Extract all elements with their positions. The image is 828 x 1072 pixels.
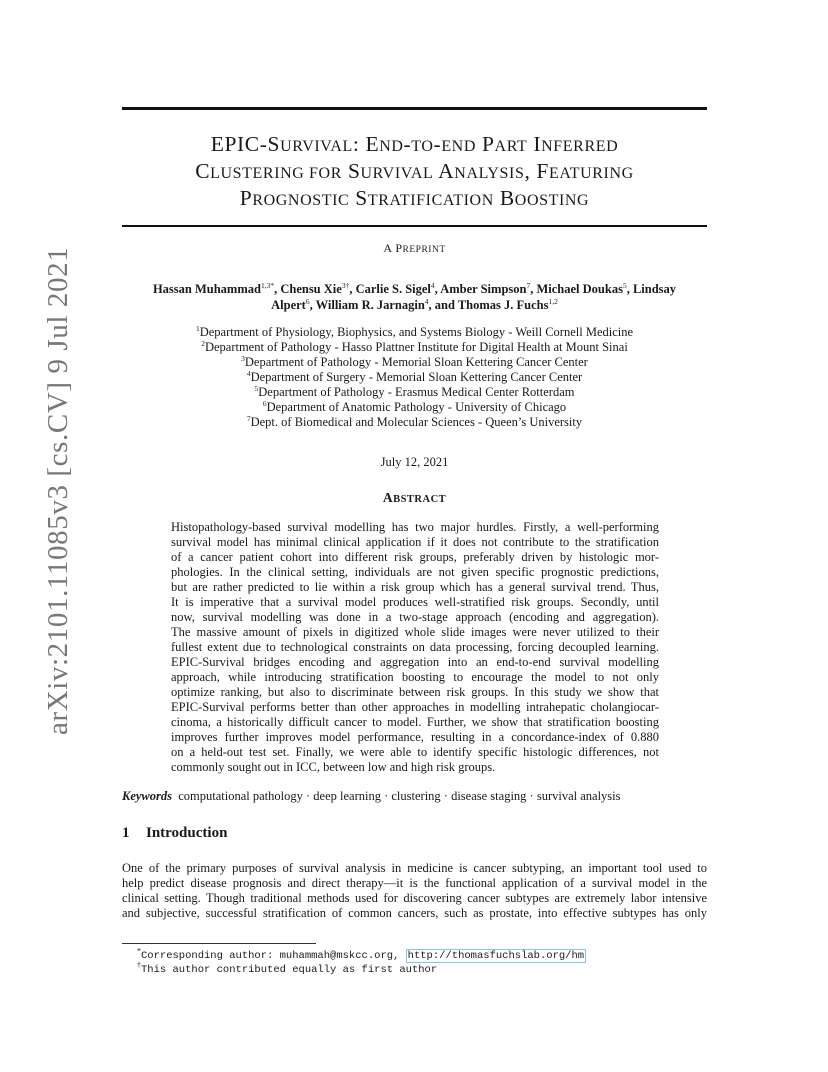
abstract-line: cinoma, a historically difficult cancer to model. Further, we show that stratification boosting bbox=[171, 715, 659, 729]
abstract-line: Histopathology-based survival modelling has two major hurdles. Firstly, a well-performing bbox=[171, 520, 659, 534]
abstract-line: EPIC-Survival performs better than other approaches in modelling intrahepatic cholangiocar- bbox=[171, 700, 659, 714]
abstract-line: fullest extent due to technological constraints on data processing, forcing decoupled learning. bbox=[171, 640, 659, 654]
abstract-line: but are rather predicted to lie within a risk group which has a general survival trend. Thus, bbox=[171, 580, 659, 594]
footnote-equal-contribution: †This author contributed equally as first author bbox=[137, 960, 438, 976]
abstract-body bbox=[171, 520, 659, 775]
paper-title-line-3: PROGNOSTIC STRATIFICATION BOOSTING bbox=[239, 186, 590, 210]
affiliation-7: $^7$Dept. of Biomedical and Molecular Sciences - Queen’s University bbox=[246, 413, 583, 429]
abstract-line: approach, while introducing stratification boosting to encourage the model to not only bbox=[171, 670, 659, 684]
author-list-line-2: Alpert$^6$, William R. Jarnagin$^4$, and Thomas J. Fuchs$^{1,2}$ bbox=[271, 296, 558, 312]
section-heading-introduction: 1 Introduction bbox=[122, 825, 228, 841]
affiliation-4: $^4$Department of Surgery - Memorial Sloan Kettering Cancer Center bbox=[246, 368, 583, 384]
affiliation-2: $^2$Department of Pathology - Hasso Plattner Institute for Digital Health at Mount Sinai bbox=[201, 338, 628, 354]
affiliation-1: $^1$Department of Physiology, Biophysics, and Systems Biology - Weill Cornell Medicine bbox=[195, 323, 634, 339]
lab-url-link[interactable]: http://thomasfuchslab.org/hm bbox=[407, 950, 585, 962]
keywords bbox=[122, 789, 707, 804]
affiliation-6: $^6$Department of Anatomic Pathology - University of Chicago bbox=[262, 398, 567, 414]
paper-title-line-2: CLUSTERING FOR SURVIVAL ANALYSIS, FEATURING bbox=[195, 159, 634, 183]
paper-date: July 12, 2021 bbox=[380, 455, 449, 469]
arxiv-identifier: arXiv:2101.11085v3 [cs.CV] 9 Jul 2021 bbox=[42, 246, 74, 735]
affiliation-5: $^5$Department of Pathology - Erasmus Medical Center Rotterdam bbox=[254, 383, 575, 399]
abstract-line: The massive amount of pixels in digitized whole slide images were never utilized to their bbox=[171, 625, 659, 639]
abstract-line: It is imperative that a survival model produces well-stratified risk groups. Secondly, until bbox=[171, 595, 659, 609]
abstract-line: of a cancer patient cohort into different risk groups, preferably driven by histologic mor- bbox=[171, 550, 659, 564]
keywords-label: Keywords bbox=[122, 789, 172, 803]
footnote-corresponding-author: *Corresponding author: muhammah@mskcc.org, http://thomasfuchslab.org/hm bbox=[137, 946, 585, 962]
abstract-line: on a held-out test set. Finally, we were able to identify specific histologic differences, not bbox=[171, 745, 659, 759]
body-line: One of the primary purposes of survival analysis in medicine is cancer subtyping, an important tool used to bbox=[122, 861, 707, 875]
abstract-line: phologies. In the clinical setting, individuals are not given specific prognostic predictions, bbox=[171, 565, 659, 579]
footnote-rule bbox=[122, 943, 316, 944]
author-list-line-1: Hassan Muhammad$^{1,3*}$, Chensu Xie$^{3\dagger}$, Carlie S. Sigel$^4$, Amber Simpson$^7$, Michael Doukas$^5$, Lindsay bbox=[152, 280, 677, 296]
abstract-line: EPIC-Survival bridges encoding and aggregation into an end-to-end survival modelling bbox=[171, 655, 659, 669]
title-rule-bottom bbox=[122, 225, 707, 227]
keywords-text: computational pathology · deep learning · clustering · disease staging · survival analysis bbox=[178, 789, 621, 803]
introduction-body bbox=[122, 861, 707, 921]
preprint-label: A PREPRINT bbox=[383, 241, 446, 255]
body-line: clinical setting. Though traditional methods used for discovering cancer subtypes are extremely labor intensive bbox=[122, 891, 707, 905]
paper-title-line-1: EPIC-SURVIVAL: END-TO-END PART INFERRED bbox=[210, 132, 619, 156]
abstract-line: survival model has minimal clinical application if it does not contribute to the stratification bbox=[171, 535, 659, 549]
title-rule-top bbox=[122, 107, 707, 110]
abstract-line: commonly sought out in ICC, between low and high risk groups. bbox=[171, 760, 496, 774]
abstract-line: optimize ranking, but also to discriminate between risk groups. In this study we show that bbox=[171, 685, 659, 699]
body-line: and subjective, successful stratification of common cancers, such as prostate, into effective subtypes has only bbox=[122, 906, 707, 920]
abstract-line: now, survival modelling was done in a two-stage approach (encoding and aggregation). bbox=[171, 610, 659, 624]
body-line: help predict disease prognosis and direct therapy—it is the functional application of a survival model in the bbox=[122, 876, 707, 890]
affiliation-3: $^3$Department of Pathology - Memorial Sloan Kettering Cancer Center bbox=[241, 353, 588, 369]
abstract-line: improves further improves model performance, resulting in a concordance-index of 0.880 bbox=[171, 730, 659, 744]
abstract-heading: ABSTRACT bbox=[382, 490, 447, 505]
